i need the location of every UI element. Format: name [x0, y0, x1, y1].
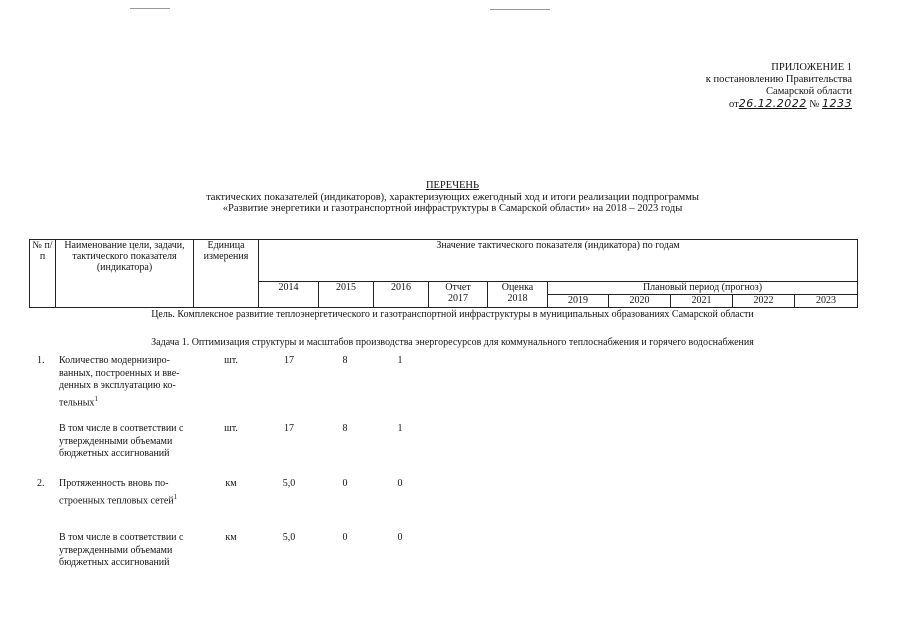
header-report-label: Отчет — [445, 282, 471, 293]
title-main: ПЕРЕЧЕНЬ — [425, 180, 480, 191]
row-num: 2. — [37, 478, 45, 489]
header-plan-period: Плановый период (прогноз) — [548, 282, 858, 295]
header-2015: 2015 — [319, 282, 374, 308]
footnote-mark: 1 — [94, 394, 98, 403]
indicator-table-header — [29, 239, 858, 308]
header-2022: 2022 — [733, 295, 795, 308]
header-num: № п/п — [30, 240, 56, 308]
appendix-date-line — [632, 98, 852, 111]
appendix-title: ПРИЛОЖЕНИЕ 1 — [771, 62, 852, 73]
row-unit: шт. — [224, 355, 238, 366]
appendix-resolution: к постановлению Правительства — [705, 74, 852, 85]
row-value-2015: 8 — [342, 355, 348, 366]
row-value-2016: 0 — [397, 478, 403, 489]
header-report-year: 2017 — [448, 293, 468, 304]
scan-artifact — [130, 8, 170, 9]
row-name — [59, 478, 194, 507]
header-estimate — [488, 282, 548, 308]
number-value: 1233 — [822, 97, 852, 110]
header-unit: Единица измерения — [194, 240, 259, 308]
row-unit: шт. — [224, 423, 238, 434]
row-value-2014: 17 — [284, 355, 294, 366]
row-value-2015: 0 — [342, 532, 348, 543]
row-unit: км — [225, 532, 237, 543]
row-value-2014: 5,0 — [282, 532, 296, 543]
title-line3: «Развитие энергетики и газотранспортной инфраструктуры в Самарской области» на 2018 – 2023 годы — [222, 203, 683, 214]
row-name-text: Протяженность вновь по-строенных тепловых сетей — [59, 478, 174, 506]
date-value: 26.12.2022 — [738, 97, 807, 110]
row-value-2016: 1 — [397, 355, 403, 366]
header-2014: 2014 — [259, 282, 319, 308]
row-name: В том числе в соответствии с утвержденными объемами бюджетных ассигнований — [59, 532, 184, 568]
header-values: Значение тактического показателя (индикатора) по годам — [259, 240, 858, 282]
row-value-2015: 8 — [342, 423, 348, 434]
goal-text: Цель. Комплексное развитие теплоэнергетического и газотранспортной инфраструктуры в муниципальных образованиях Самарской области — [151, 309, 754, 320]
row-value-2016: 1 — [397, 423, 403, 434]
header-2020: 2020 — [609, 295, 671, 308]
header-2021: 2021 — [671, 295, 733, 308]
header-estimate-year: 2018 — [507, 293, 528, 304]
date-prefix: от — [729, 99, 739, 110]
title-line2: тактических показателей (индикаторов), характеризующих ежегодный ход и итоги реализации подпрограммы — [206, 191, 699, 203]
row-value-2015: 0 — [342, 478, 348, 489]
row-unit: км — [225, 478, 237, 489]
footnote-mark: 1 — [173, 492, 178, 501]
row-name-text: Количество модернизиро-ванных, построенных и вве-денных в эксплуатацию ко-тельных — [59, 355, 180, 408]
appendix-region: Самарской области — [766, 86, 852, 97]
task-text: Задача 1. Оптимизация структуры и масштабов производства энергоресурсов для коммунального теплоснабжения и горячего водоснабжения — [151, 337, 754, 348]
header-2016: 2016 — [374, 282, 429, 308]
header-name: Наименование цели, задачи, тактического показателя (индикатора) — [56, 240, 194, 308]
header-2023: 2023 — [795, 295, 858, 308]
row-name: В том числе в соответствии с утвержденными объемами бюджетных ассигнований — [59, 423, 184, 459]
document-title — [0, 180, 905, 215]
row-value-2016: 0 — [397, 532, 403, 543]
header-report — [429, 282, 488, 308]
appendix-block — [632, 62, 852, 111]
number-prefix: № — [809, 99, 820, 110]
header-2019: 2019 — [548, 295, 609, 308]
row-name — [59, 355, 194, 409]
row-value-2014: 17 — [284, 423, 294, 434]
header-estimate-label: Оценка — [501, 282, 534, 293]
row-value-2014: 5,0 — [282, 478, 296, 489]
row-num: 1. — [37, 355, 45, 366]
scan-artifact — [490, 9, 550, 10]
